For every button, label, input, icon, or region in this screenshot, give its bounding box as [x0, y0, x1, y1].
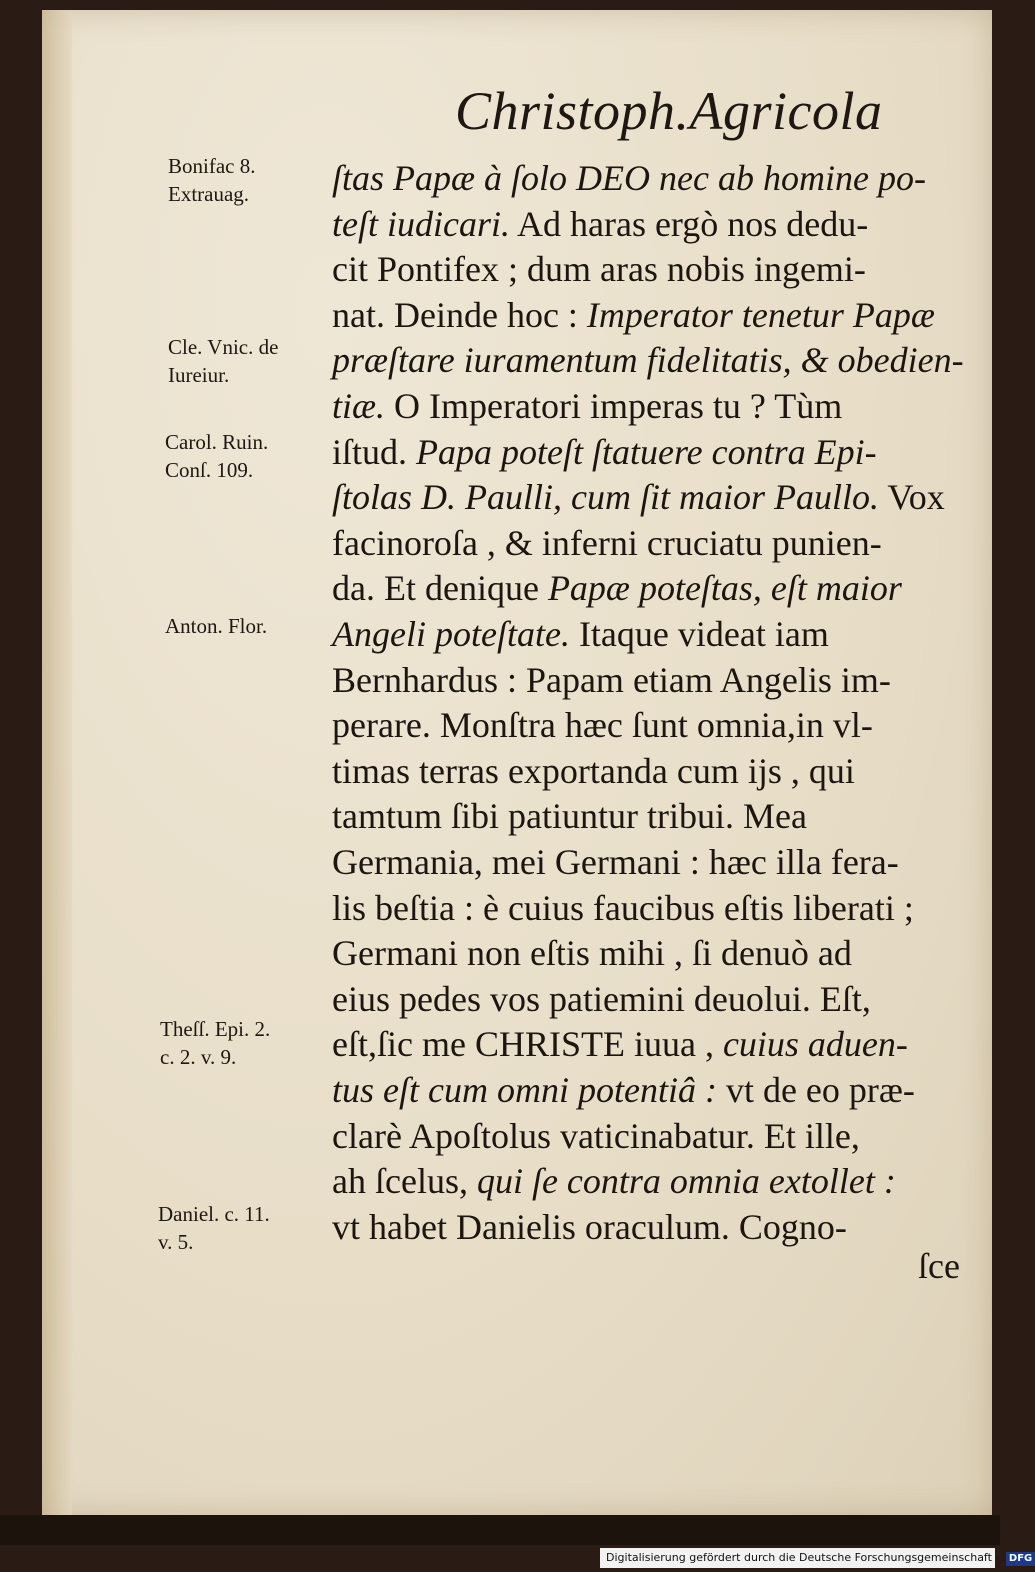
- roman-run: cit Pontifex ; dum aras nobis ingemi-: [332, 249, 866, 290]
- text-line: [332, 976, 977, 1022]
- roman-run: Ad haras ergò nos dedu-: [509, 203, 869, 244]
- text-line: [332, 748, 977, 794]
- catchword: ſce: [918, 1246, 960, 1286]
- roman-run: Bernhardus : Papam etiam Angelis im-: [332, 659, 891, 700]
- italic-run: ſtas Papæ à ſolo DEO nec ab homine po-: [332, 158, 926, 198]
- roman-run: eſt,ſic me CHRISTE iuua ,: [332, 1024, 723, 1065]
- italic-run: Angeli poteſtate.: [332, 614, 570, 654]
- roman-run: vt de eo præ-: [716, 1070, 915, 1110]
- text-line: [332, 155, 977, 201]
- text-line: [332, 1158, 977, 1204]
- margin-note: Cle. Vnic. de Iureiur.: [168, 335, 279, 387]
- roman-run: O Imperatori imperas tu ? Tùm: [385, 386, 843, 426]
- margin-note: Daniel. c. 11. v. 5.: [158, 1202, 270, 1254]
- roman-run: lis beſtia : è cuius faucibus eſtis liberati ;: [332, 887, 914, 928]
- roman-run: Vox: [879, 477, 945, 518]
- italic-run: tiæ.: [332, 386, 386, 426]
- margin-note: Carol. Ruin. Conſ. 109.: [165, 430, 269, 482]
- margin-note: Bonifac 8. Extrauag.: [168, 154, 256, 206]
- text-line: [332, 246, 977, 292]
- text-line: [332, 383, 977, 429]
- italic-run: cuius aduen-: [722, 1024, 908, 1065]
- text-line: [332, 201, 977, 247]
- text-line: [332, 1067, 977, 1113]
- italic-run: tus eſt cum omni potentiâ :: [332, 1070, 717, 1110]
- text-line: [332, 702, 977, 748]
- roman-run: Itaque videat iam: [569, 614, 829, 654]
- roman-run: Germania, mei Germani : hæc illa fera-: [332, 842, 899, 882]
- roman-run: nat. Deinde hoc :: [332, 294, 587, 335]
- text-line: [332, 474, 977, 520]
- dfg-logo: DFG: [1006, 1552, 1035, 1566]
- footer-text: Digitalisierung gefördert durch die Deutsche Forschungsgemeinschaft -: [606, 1551, 1000, 1564]
- italic-run: præſtare iuramentum fidelitatis, & obedien-: [332, 340, 964, 381]
- italic-run: qui ſe contra omnia extollet :: [476, 1161, 896, 1202]
- roman-run: facinoroſa , & inferni cruciatu punien-: [332, 522, 882, 563]
- text-line: [332, 930, 977, 976]
- text-line: [332, 611, 977, 657]
- roman-run: timas terras exportanda cum ijs , qui: [332, 750, 855, 791]
- roman-run: vt habet Danielis oraculum. Cogno-: [332, 1206, 847, 1247]
- italic-run: teſt iudicari.: [332, 203, 510, 244]
- roman-run: clarè Apoſtolus vaticinabatur. Et ille,: [332, 1115, 860, 1156]
- roman-run: da. Et denique: [332, 568, 548, 609]
- roman-run: Germani non eſtis mihi , ſi denuò ad: [332, 933, 852, 974]
- text-line: [332, 292, 977, 338]
- roman-run: eius pedes vos patiemini deuolui. Eſt,: [332, 978, 871, 1019]
- scan-background: [0, 1515, 1000, 1545]
- text-line: [332, 429, 977, 475]
- text-line: [332, 1204, 977, 1250]
- text-line: [332, 520, 977, 566]
- text-line: [332, 885, 977, 931]
- text-line: [332, 337, 977, 383]
- margin-note: Anton. Flor.: [165, 614, 268, 638]
- text-line: [332, 565, 977, 611]
- roman-run: tamtum ſibi patiuntur tribui. Mea: [332, 796, 807, 837]
- text-line: [332, 1113, 977, 1159]
- text-line: [332, 657, 977, 703]
- running-header: Christoph.Agricola: [455, 81, 883, 141]
- roman-run: perare. Monſtra hæc ſunt omnia,in vl-: [332, 705, 873, 746]
- roman-run: iſtud.: [332, 431, 417, 472]
- digitization-footer: [600, 1548, 1033, 1568]
- italic-run: Imperator tenetur Papæ: [586, 294, 935, 335]
- text-line: [332, 1021, 977, 1067]
- page-edge: [42, 10, 72, 1515]
- roman-run: ah ſcelus,: [332, 1161, 477, 1202]
- text-line: [332, 839, 977, 885]
- text-line: [332, 793, 977, 839]
- italic-run: Papa poteſt ſtatuere contra Epi-: [416, 431, 877, 472]
- margin-note: Theſſ. Epi. 2. c. 2. v. 9.: [160, 1017, 271, 1069]
- italic-run: ſtolas D. Paulli, cum ſit maior Paullo.: [332, 477, 879, 518]
- italic-run: Papæ poteſtas, eſt maior: [547, 568, 902, 609]
